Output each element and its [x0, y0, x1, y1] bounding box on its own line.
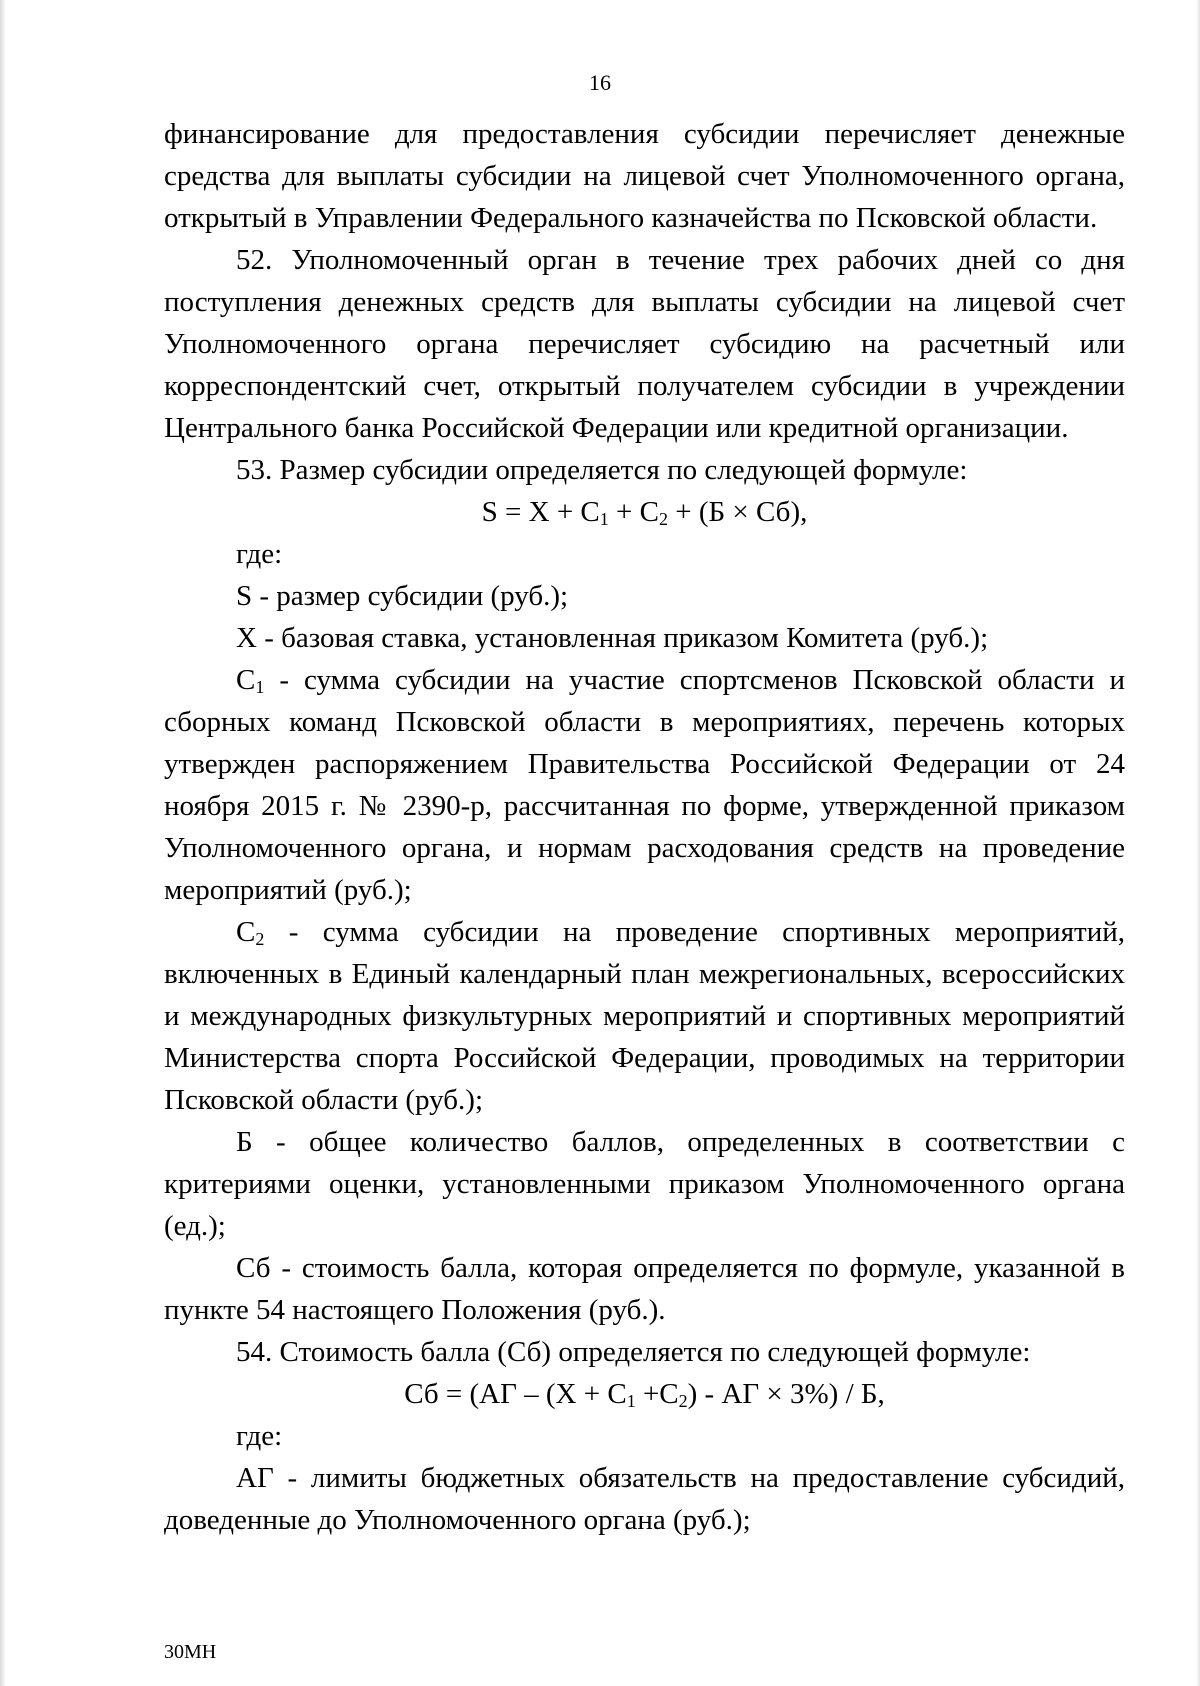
- c2-letter: C: [236, 916, 256, 948]
- where-label-2: где:: [236, 1420, 283, 1452]
- c1-letter: C: [236, 664, 256, 696]
- formula-subsidy-sub2: 2: [658, 509, 668, 529]
- c2-subscript: 2: [255, 929, 265, 949]
- footer-document-code: 30МН: [164, 1641, 217, 1663]
- where-label-1: где:: [236, 538, 283, 570]
- formula-subsidy-part3: + (Б × Сб),: [667, 496, 808, 528]
- formula-point-sub1: 1: [626, 1391, 636, 1411]
- c1-subscript: 1: [255, 677, 265, 697]
- definition-sb: Сб - стоимость балла, которая определяется по формуле, указанной в пункте 54 настоящего Положения (руб.).: [164, 1252, 1125, 1326]
- definition-b: Б - общее количество баллов, определенных в соответствии с критериями оценки, установленными приказом Уполномоченного органа (ед.);: [164, 1126, 1125, 1242]
- formula-point-cost: [164, 1373, 1125, 1415]
- paragraph-continuation: финансирование для предоставления субсидии перечисляет денежные средства для выплаты субсидии на лицевой счет Уполномоченного органа, открытый в Управлении Федерального казначейства по Псковской области.: [164, 118, 1125, 234]
- definition-x: X - базовая ставка, установленная приказом Комитета (руб.);: [236, 622, 989, 654]
- formula-point-part1: Сб = (АГ – (X + C: [404, 1378, 627, 1410]
- formula-subsidy-size: [164, 491, 1125, 533]
- definition-s: S - размер субсидии (руб.);: [236, 580, 569, 612]
- paragraph-52: 52. Уполномоченный орган в течение трех рабочих дней со дня поступления денежных средств для выплаты субсидии на лицевой счет Уполномоченного органа перечисляет субсидию на расчетный или корреспондентский счет, открытый получателем субсидии в учреждении Центрального банка Российской Федерации или кредитной организации.: [164, 244, 1125, 444]
- formula-subsidy-sub1: 1: [599, 509, 609, 529]
- definition-ag: АГ - лимиты бюджетных обязательств на предоставление субсидий, доведенные до Уполномоченного органа (руб.);: [164, 1462, 1125, 1536]
- page-edge-left: [0, 0, 6, 1686]
- paragraph-54: 54. Стоимость балла (Сб) определяется по следующей формуле:: [236, 1336, 1031, 1368]
- c2-text: - сумма субсидии на проведение спортивных мероприятий, включенных в Единый календарный план межрегиональных, всероссийских и международных физкультурных мероприятий и спортивных мероприятий Министерства спорта Российской Федерации, проводимых на территории Псковской области (руб.);: [164, 916, 1125, 1116]
- c1-text: - сумма субсидии на участие спортсменов Псковской области и сборных команд Псковской области в мероприятиях, перечень которых утвержден распоряжением Правительства Российской Федерации от 24 ноября 2015 г. № 2390-р, рассчитанная по форме, утвержденной приказом Уполномоченного органа, и нормам расходования средств на проведение мероприятий (руб.);: [164, 664, 1125, 906]
- page-edge-right: [1196, 0, 1200, 1686]
- paragraph-53: 53. Размер субсидии определяется по следующей формуле:: [236, 454, 968, 486]
- formula-point-sub2: 2: [678, 1391, 688, 1411]
- formula-point-part3: ) - АГ × 3%) / Б,: [687, 1378, 885, 1410]
- definition-c1: [164, 659, 1125, 911]
- formula-subsidy-part2: + C: [608, 496, 659, 528]
- definition-c2: [164, 911, 1125, 1121]
- document-body: [164, 113, 1125, 1541]
- formula-subsidy-part1: S = X + C: [481, 496, 600, 528]
- formula-point-part2: +C: [635, 1378, 679, 1410]
- page-number: 16: [589, 70, 611, 95]
